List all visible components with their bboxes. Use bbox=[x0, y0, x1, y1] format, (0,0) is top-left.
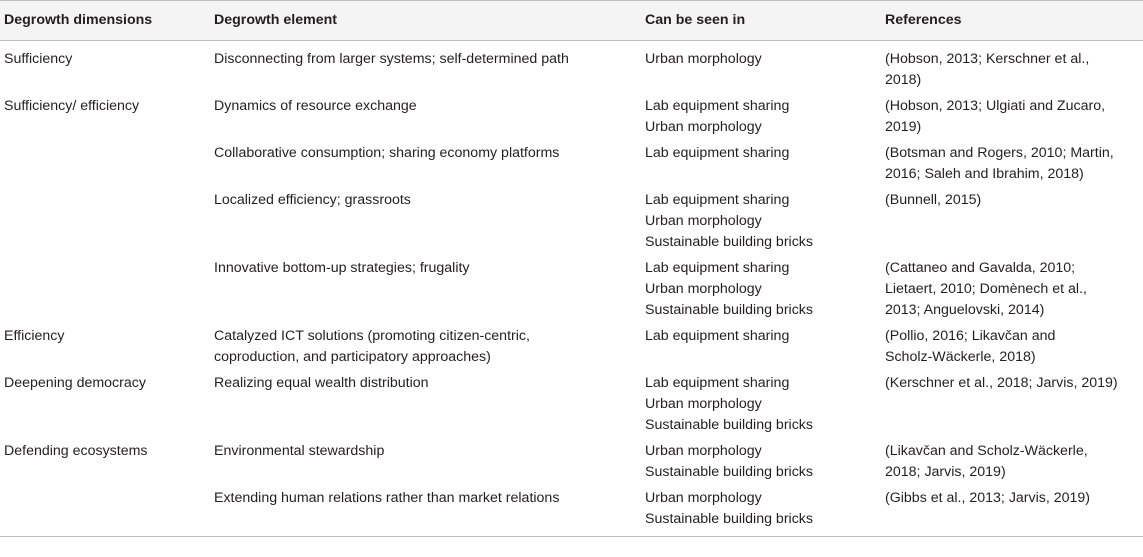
table-row bbox=[0, 436, 1143, 483]
table-row bbox=[0, 185, 1143, 253]
reference-line: (Kerschner et al., 2018; Jarvis, 2019) bbox=[885, 375, 1118, 391]
cell-seen-in bbox=[641, 185, 881, 253]
cell-element: Dynamics of resource exchange bbox=[214, 98, 417, 114]
table-row bbox=[0, 483, 1143, 537]
cell-references bbox=[881, 483, 1143, 537]
cell-dimension: Efficiency bbox=[4, 328, 65, 344]
seen-in-item: Urban morphology bbox=[645, 119, 762, 135]
seen-in-item: Urban morphology bbox=[645, 443, 762, 459]
cell-references bbox=[881, 253, 1143, 321]
header-references: References bbox=[881, 1, 1143, 41]
cell-dimension bbox=[0, 483, 210, 537]
element-line: Catalyzed ICT solutions (promoting citizen-centric, bbox=[214, 328, 530, 344]
cell-references bbox=[881, 91, 1143, 138]
seen-in-item: Sustainable building bricks bbox=[645, 417, 813, 433]
seen-in-item: Lab equipment sharing bbox=[645, 260, 790, 276]
seen-in-item: Urban morphology bbox=[645, 213, 762, 229]
seen-in-item: Sustainable building bricks bbox=[645, 234, 813, 250]
reference-line: (Cattaneo and Gavalda, 2010; bbox=[885, 260, 1076, 276]
cell-element: Collaborative consumption; sharing economy platforms bbox=[214, 145, 560, 161]
cell-references bbox=[881, 138, 1143, 185]
cell-dimension: Deepening democracy bbox=[4, 375, 146, 391]
header-row bbox=[0, 1, 1143, 41]
table-row bbox=[0, 91, 1143, 138]
cell-seen-in bbox=[641, 436, 881, 483]
cell-dimension bbox=[0, 253, 210, 321]
element-line: coproduction, and participatory approaches) bbox=[214, 349, 491, 365]
seen-in-item: Lab equipment sharing bbox=[645, 145, 790, 161]
table-body bbox=[0, 41, 1143, 537]
cell-element: Extending human relations rather than market relations bbox=[210, 483, 641, 537]
cell-seen-in bbox=[641, 138, 881, 185]
reference-line: 2018; Jarvis, 2019) bbox=[885, 464, 1006, 480]
cell-seen-in bbox=[641, 253, 881, 321]
cell-seen-in bbox=[641, 91, 881, 138]
reference-line: 2013; Anguelovski, 2014) bbox=[885, 302, 1045, 318]
cell-element: Localized efficiency; grassroots bbox=[214, 192, 411, 208]
cell-dimension: Sufficiency bbox=[4, 51, 73, 67]
reference-line: (Likavčan and Scholz-Wäckerle, bbox=[885, 443, 1088, 459]
seen-in-item: Urban morphology bbox=[645, 51, 762, 67]
reference-line: (Gibbs et al., 2013; Jarvis, 2019) bbox=[885, 490, 1091, 506]
table-row bbox=[0, 321, 1143, 368]
cell-element: Environmental stewardship bbox=[214, 443, 385, 459]
table-row bbox=[0, 138, 1143, 185]
cell-references bbox=[881, 368, 1143, 436]
seen-in-item: Lab equipment sharing bbox=[645, 98, 790, 114]
cell-element: Innovative bottom-up strategies; frugality bbox=[214, 260, 470, 276]
seen-in-item: Urban morphology bbox=[645, 281, 762, 297]
cell-seen-in bbox=[641, 41, 881, 92]
seen-in-item: Lab equipment sharing bbox=[645, 192, 790, 208]
reference-line: (Hobson, 2013; Ulgiati and Zucaro, bbox=[885, 98, 1106, 114]
cell-seen-in bbox=[641, 483, 881, 537]
seen-in-item: Lab equipment sharing bbox=[645, 328, 790, 344]
reference-line: Scholz-Wäckerle, 2018) bbox=[885, 349, 1036, 365]
reference-line: (Pollio, 2016; Likavčan and bbox=[885, 328, 1056, 344]
seen-in-item: Sustainable building bricks bbox=[645, 302, 813, 318]
header-element: Degrowth element bbox=[210, 1, 641, 41]
cell-references bbox=[881, 185, 1143, 253]
cell-dimension bbox=[0, 138, 210, 185]
cell-references bbox=[881, 321, 1143, 368]
reference-line: 2018) bbox=[885, 72, 922, 88]
cell-dimension: Sufficiency/ efficiency bbox=[4, 98, 140, 114]
header-seen-in: Can be seen in bbox=[641, 1, 881, 41]
reference-line: 2019) bbox=[885, 119, 922, 135]
table-row bbox=[0, 368, 1143, 436]
cell-dimension bbox=[0, 185, 210, 253]
table-row bbox=[0, 253, 1143, 321]
cell-element: Disconnecting from larger systems; self-determined path bbox=[214, 51, 569, 67]
table-header bbox=[0, 1, 1143, 41]
cell-element bbox=[210, 321, 641, 368]
seen-in-item: Sustainable building bricks bbox=[645, 464, 813, 480]
seen-in-item: Urban morphology bbox=[645, 396, 762, 412]
header-dimensions: Degrowth dimensions bbox=[0, 1, 210, 41]
reference-line: (Botsman and Rogers, 2010; Martin, bbox=[885, 145, 1114, 161]
table-row bbox=[0, 41, 1143, 92]
seen-in-item: Sustainable building bricks bbox=[645, 511, 813, 527]
cell-dimension: Defending ecosystems bbox=[4, 443, 148, 459]
reference-line: (Bunnell, 2015) bbox=[885, 192, 982, 208]
cell-seen-in bbox=[641, 368, 881, 436]
cell-references bbox=[881, 436, 1143, 483]
cell-references bbox=[881, 41, 1143, 92]
reference-line: Lietaert, 2010; Domènech et al., bbox=[885, 281, 1087, 297]
reference-line: (Hobson, 2013; Kerschner et al., bbox=[885, 51, 1090, 67]
cell-seen-in bbox=[641, 321, 881, 368]
seen-in-item: Lab equipment sharing bbox=[645, 375, 790, 391]
seen-in-item: Urban morphology bbox=[645, 490, 762, 506]
cell-element: Realizing equal wealth distribution bbox=[214, 375, 429, 391]
reference-line: 2016; Saleh and Ibrahim, 2018) bbox=[885, 166, 1084, 182]
